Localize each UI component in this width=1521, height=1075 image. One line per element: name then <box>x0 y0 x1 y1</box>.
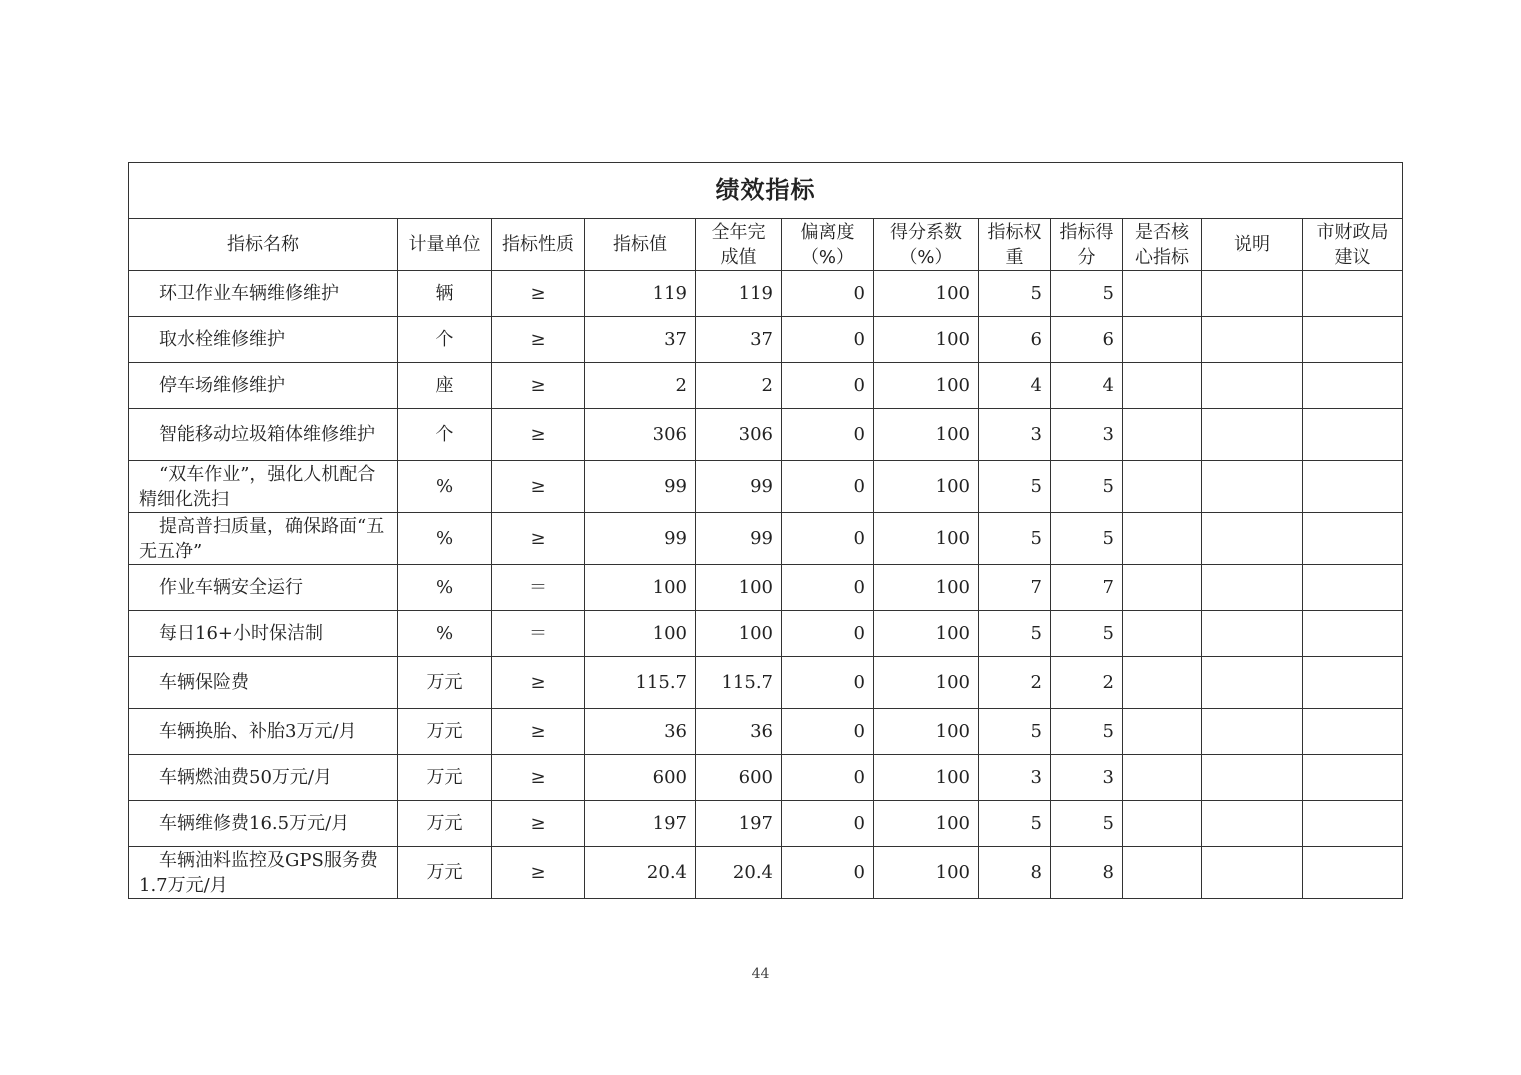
cell-done: 99 <box>696 513 782 565</box>
cell-nature: ≥ <box>492 709 585 755</box>
table-row <box>129 461 1403 513</box>
header-core: 是否核心指标 <box>1123 219 1202 271</box>
cell-note <box>1202 363 1303 409</box>
cell-value: 36 <box>585 709 696 755</box>
cell-advice <box>1303 317 1403 363</box>
title-row <box>129 163 1403 219</box>
cell-unit: 万元 <box>398 847 492 899</box>
table-row <box>129 409 1403 461</box>
cell-deviation: 0 <box>782 461 874 513</box>
cell-coef: 100 <box>874 657 979 709</box>
cell-done: 100 <box>696 611 782 657</box>
cell-unit: 万元 <box>398 755 492 801</box>
header-nature: 指标性质 <box>492 219 585 271</box>
cell-unit: 个 <box>398 409 492 461</box>
cell-nature: ≥ <box>492 363 585 409</box>
cell-deviation: 0 <box>782 565 874 611</box>
cell-unit: % <box>398 513 492 565</box>
cell-advice <box>1303 755 1403 801</box>
header-done: 全年完成值 <box>696 219 782 271</box>
cell-note <box>1202 801 1303 847</box>
header-unit: 计量单位 <box>398 219 492 271</box>
cell-unit: % <box>398 461 492 513</box>
header-advice: 市财政局建议 <box>1303 219 1403 271</box>
table-row <box>129 363 1403 409</box>
cell-score: 2 <box>1051 657 1123 709</box>
table-row <box>129 611 1403 657</box>
cell-nature: ≥ <box>492 801 585 847</box>
cell-coef: 100 <box>874 847 979 899</box>
table-row <box>129 271 1403 317</box>
cell-nature: ≥ <box>492 461 585 513</box>
cell-value: 119 <box>585 271 696 317</box>
cell-score: 6 <box>1051 317 1123 363</box>
cell-weight: 5 <box>979 271 1051 317</box>
cell-done: 20.4 <box>696 847 782 899</box>
cell-advice <box>1303 409 1403 461</box>
cell-coef: 100 <box>874 317 979 363</box>
cell-deviation: 0 <box>782 317 874 363</box>
cell-score: 5 <box>1051 513 1123 565</box>
cell-deviation: 0 <box>782 363 874 409</box>
cell-value: 100 <box>585 565 696 611</box>
page-number: 44 <box>751 966 770 982</box>
cell-value: 2 <box>585 363 696 409</box>
cell-value: 99 <box>585 513 696 565</box>
table-title: 绩效指标 <box>129 163 1403 219</box>
cell-note <box>1202 271 1303 317</box>
cell-core <box>1123 657 1202 709</box>
cell-done: 600 <box>696 755 782 801</box>
cell-value: 600 <box>585 755 696 801</box>
cell-unit: % <box>398 611 492 657</box>
cell-done: 119 <box>696 271 782 317</box>
cell-value: 99 <box>585 461 696 513</box>
cell-nature: ＝ <box>492 565 585 611</box>
cell-done: 115.7 <box>696 657 782 709</box>
header-name: 指标名称 <box>129 219 398 271</box>
cell-weight: 7 <box>979 565 1051 611</box>
cell-name: 作业车辆安全运行 <box>129 565 398 611</box>
cell-advice <box>1303 801 1403 847</box>
cell-advice <box>1303 709 1403 755</box>
cell-core <box>1123 565 1202 611</box>
cell-coef: 100 <box>874 461 979 513</box>
cell-nature: ≥ <box>492 513 585 565</box>
cell-core <box>1123 461 1202 513</box>
cell-advice <box>1303 847 1403 899</box>
cell-score: 5 <box>1051 801 1123 847</box>
cell-unit: 万元 <box>398 709 492 755</box>
cell-weight: 5 <box>979 461 1051 513</box>
cell-name: 取水栓维修维护 <box>129 317 398 363</box>
cell-name: 每日16+小时保洁制 <box>129 611 398 657</box>
cell-score: 5 <box>1051 709 1123 755</box>
cell-note <box>1202 611 1303 657</box>
cell-weight: 5 <box>979 709 1051 755</box>
cell-deviation: 0 <box>782 801 874 847</box>
cell-weight: 4 <box>979 363 1051 409</box>
cell-score: 7 <box>1051 565 1123 611</box>
cell-name: 车辆换胎、补胎3万元/月 <box>129 709 398 755</box>
cell-core <box>1123 755 1202 801</box>
cell-unit: 个 <box>398 317 492 363</box>
cell-value: 197 <box>585 801 696 847</box>
cell-advice <box>1303 611 1403 657</box>
cell-unit: 座 <box>398 363 492 409</box>
table-row <box>129 657 1403 709</box>
cell-note <box>1202 847 1303 899</box>
cell-nature: ≥ <box>492 409 585 461</box>
header-value: 指标值 <box>585 219 696 271</box>
cell-advice <box>1303 657 1403 709</box>
table-row <box>129 847 1403 899</box>
cell-coef: 100 <box>874 755 979 801</box>
cell-deviation: 0 <box>782 611 874 657</box>
cell-done: 36 <box>696 709 782 755</box>
cell-deviation: 0 <box>782 755 874 801</box>
cell-done: 2 <box>696 363 782 409</box>
cell-note <box>1202 709 1303 755</box>
cell-coef: 100 <box>874 565 979 611</box>
cell-advice <box>1303 565 1403 611</box>
header-score: 指标得分 <box>1051 219 1123 271</box>
cell-name: 环卫作业车辆维修维护 <box>129 271 398 317</box>
cell-name: “双车作业”，强化人机配合精细化洗扫 <box>129 461 398 513</box>
cell-score: 5 <box>1051 611 1123 657</box>
cell-core <box>1123 363 1202 409</box>
cell-score: 5 <box>1051 461 1123 513</box>
cell-weight: 5 <box>979 611 1051 657</box>
cell-name: 提高普扫质量，确保路面“五无五净” <box>129 513 398 565</box>
cell-name: 车辆油料监控及GPS服务费1.7万元/月 <box>129 847 398 899</box>
cell-weight: 5 <box>979 801 1051 847</box>
header-row <box>129 219 1403 271</box>
cell-coef: 100 <box>874 271 979 317</box>
cell-nature: ≥ <box>492 755 585 801</box>
cell-deviation: 0 <box>782 847 874 899</box>
cell-name: 停车场维修维护 <box>129 363 398 409</box>
table-row <box>129 709 1403 755</box>
cell-value: 37 <box>585 317 696 363</box>
table-row <box>129 317 1403 363</box>
cell-score: 3 <box>1051 409 1123 461</box>
cell-name: 车辆保险费 <box>129 657 398 709</box>
cell-core <box>1123 317 1202 363</box>
cell-done: 37 <box>696 317 782 363</box>
performance-indicator-table <box>128 162 1403 899</box>
cell-core <box>1123 801 1202 847</box>
table-row <box>129 801 1403 847</box>
cell-value: 306 <box>585 409 696 461</box>
cell-unit: 万元 <box>398 657 492 709</box>
cell-coef: 100 <box>874 611 979 657</box>
cell-coef: 100 <box>874 513 979 565</box>
cell-unit: 辆 <box>398 271 492 317</box>
cell-advice <box>1303 271 1403 317</box>
cell-note <box>1202 513 1303 565</box>
cell-advice <box>1303 461 1403 513</box>
table-row <box>129 565 1403 611</box>
cell-done: 100 <box>696 565 782 611</box>
cell-unit: 万元 <box>398 801 492 847</box>
cell-coef: 100 <box>874 801 979 847</box>
cell-weight: 2 <box>979 657 1051 709</box>
header-deviation: 偏离度（%） <box>782 219 874 271</box>
cell-core <box>1123 847 1202 899</box>
cell-deviation: 0 <box>782 513 874 565</box>
cell-done: 99 <box>696 461 782 513</box>
cell-note <box>1202 565 1303 611</box>
cell-weight: 5 <box>979 513 1051 565</box>
cell-deviation: 0 <box>782 709 874 755</box>
cell-nature: ≥ <box>492 657 585 709</box>
cell-core <box>1123 709 1202 755</box>
cell-score: 4 <box>1051 363 1123 409</box>
cell-deviation: 0 <box>782 657 874 709</box>
cell-score: 5 <box>1051 271 1123 317</box>
cell-note <box>1202 461 1303 513</box>
cell-nature: ≥ <box>492 271 585 317</box>
cell-deviation: 0 <box>782 409 874 461</box>
cell-advice <box>1303 513 1403 565</box>
header-note: 说明 <box>1202 219 1303 271</box>
cell-weight: 8 <box>979 847 1051 899</box>
cell-score: 8 <box>1051 847 1123 899</box>
table-row <box>129 513 1403 565</box>
cell-note <box>1202 317 1303 363</box>
cell-value: 100 <box>585 611 696 657</box>
cell-core <box>1123 409 1202 461</box>
cell-note <box>1202 657 1303 709</box>
cell-note <box>1202 409 1303 461</box>
cell-name: 车辆维修费16.5万元/月 <box>129 801 398 847</box>
header-weight: 指标权重 <box>979 219 1051 271</box>
cell-name: 智能移动垃圾箱体维修维护 <box>129 409 398 461</box>
cell-coef: 100 <box>874 409 979 461</box>
cell-done: 197 <box>696 801 782 847</box>
cell-nature: ≥ <box>492 847 585 899</box>
header-coef: 得分系数（%） <box>874 219 979 271</box>
cell-nature: ≥ <box>492 317 585 363</box>
cell-unit: % <box>398 565 492 611</box>
cell-core <box>1123 513 1202 565</box>
cell-value: 20.4 <box>585 847 696 899</box>
cell-note <box>1202 755 1303 801</box>
cell-nature: ＝ <box>492 611 585 657</box>
cell-weight: 6 <box>979 317 1051 363</box>
table-row <box>129 755 1403 801</box>
cell-deviation: 0 <box>782 271 874 317</box>
cell-core <box>1123 611 1202 657</box>
cell-done: 306 <box>696 409 782 461</box>
cell-score: 3 <box>1051 755 1123 801</box>
cell-weight: 3 <box>979 755 1051 801</box>
cell-core <box>1123 271 1202 317</box>
cell-advice <box>1303 363 1403 409</box>
cell-coef: 100 <box>874 363 979 409</box>
cell-weight: 3 <box>979 409 1051 461</box>
cell-name: 车辆燃油费50万元/月 <box>129 755 398 801</box>
cell-value: 115.7 <box>585 657 696 709</box>
cell-coef: 100 <box>874 709 979 755</box>
